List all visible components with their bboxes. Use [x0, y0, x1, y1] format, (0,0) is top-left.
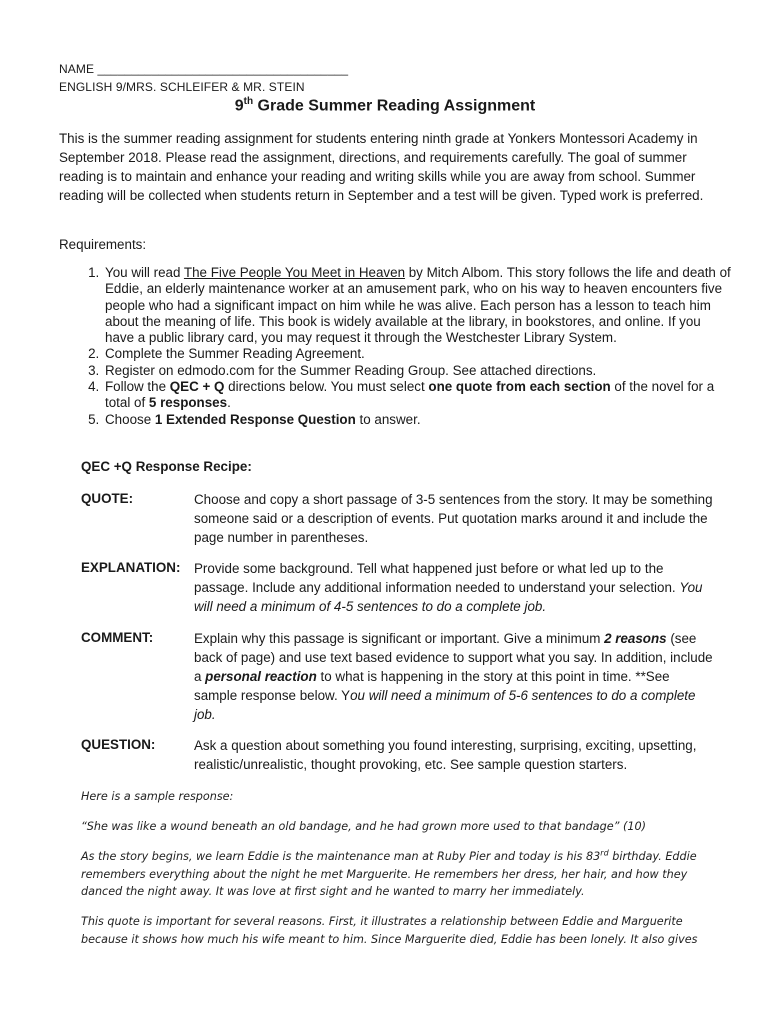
comment-bold-reaction: personal reaction [205, 669, 317, 684]
page-title [0, 96, 770, 115]
requirements-list [81, 265, 733, 428]
question-definition: Ask a question about something you found interesting, surprising, exciting, upsetting, realistic/unrealistic, thought provoking, etc. See sample question starters. [194, 738, 697, 772]
sample-paragraph-2: This quote is important for several reasons. First, it illustrates a relationship between Eddie and Marguerite because it shows how much his wife meant to him. Since Marguerite died, Eddie has been lonely. It also gives [81, 915, 698, 946]
sample-paragraph-1 [81, 848, 706, 901]
requirement-item: 3. Register on edmodo.com for the Summer Reading Group. See attached directions. [103, 363, 733, 379]
title-text: Grade Summer Reading Assignment [253, 97, 536, 115]
requirement-item [103, 265, 733, 346]
req4-bold-quote: one quote from each section [428, 379, 611, 395]
sample-para1-sup: rd [600, 848, 609, 858]
req4-bold-responses: 5 responses [148, 395, 228, 411]
book-title: The Five People You Meet in Heaven [183, 265, 406, 280]
req5-bold: 1 Extended Response Question [154, 411, 356, 427]
requirement-item [103, 412, 733, 428]
class-line: ENGLISH 9/MRS. SCHLEIFER & MR. STEIN [59, 80, 305, 94]
title-superscript: th [243, 96, 254, 107]
req4-text-mid2: of the novel for a total of [105, 379, 715, 411]
req4-text-end: . [227, 395, 231, 411]
sample-quote: “She was like a wound beneath an old bandage, and he had grown more used to that bandage” (10) [81, 820, 646, 833]
requirement-item: 2. Complete the Summer Reading Agreement. [103, 346, 733, 362]
question-term: QUESTION: [81, 737, 156, 752]
comment-text: Explain why this passage is significant or important. Give a minimum [194, 631, 605, 646]
sample-para1-text-end: birthday. Eddie remembers everything about the night he met Marguerite. He remembers her dress, her hair, and how they danced the night away. It was love at first sight and he wanted to marry her immediately. [81, 850, 697, 898]
requirements-label: Requirements: [59, 237, 147, 252]
quote-term: QUOTE: [81, 491, 134, 506]
req4-text-mid: directions below. You must select [224, 379, 429, 395]
sample-label: Here is a sample response: [81, 790, 234, 803]
req4-bold-qecq: QEC + Q [169, 379, 225, 395]
requirement-item [103, 379, 733, 412]
comment-italic: ou will need a minimum of 5-6 sentences to do a complete job. [194, 688, 696, 722]
req1-text-continued: by Mitch Albom. This story follows the life and death of Eddie, an elderly maintenance worker at an amusement park, who on his way to heaven encounters five people who had a significant impact on him while he was alive. Each person has a lesson to teach him about the meaning of life. This book is widely available at the library, in bookstores, and online. If you have a public library card, you may request it through the Westchester Library System. [105, 265, 731, 346]
sample-para1-text: As the story begins, we learn Eddie is the maintenance man at Ruby Pier and today is his 83 [81, 850, 601, 863]
explanation-text: Provide some background. Tell what happened just before or what led up to the passage. Include any additional information needed to understand your selection. [194, 561, 676, 595]
recipe-title: QEC +Q Response Recipe: [81, 459, 252, 474]
comment-bold-reasons: 2 reasons [604, 631, 667, 646]
title-grade: 9 [234, 97, 244, 115]
intro-paragraph: This is the summer reading assignment for students entering ninth grade at Yonkers Montessori Academy in September 2018. Please read the assignment, directions, and requirements carefully. The goal of summer reading is to maintain and enhance your reading and writing skills while you are away from school. Summer reading will be collected when students return in September and a test will be given. Typed work is preferred. [59, 131, 704, 203]
req5-text: Choose [105, 411, 155, 427]
explanation-term: EXPLANATION: [81, 560, 181, 575]
name-line: NAME _____________________________________ [59, 62, 349, 76]
comment-text-2: (see back of page) and use text based evidence to support what you say. In addition, include a [194, 631, 713, 684]
comment-text-3: to what is happening in the story at this point in time. **See sample response below. Y [194, 669, 670, 703]
req5-text-end: to answer. [355, 411, 421, 427]
req1-text: You will read [105, 265, 184, 280]
comment-definition [194, 629, 714, 724]
explanation-definition [194, 559, 714, 616]
comment-term: COMMENT: [81, 630, 154, 645]
explanation-italic: You will need a minimum of 4-5 sentences to do a complete job. [194, 580, 703, 614]
req4-text: Follow the [105, 379, 170, 395]
quote-definition: Choose and copy a short passage of 3-5 sentences from the story. It may be something someone said or a description of events. Put quotation marks around it and include the page number in parentheses. [194, 492, 713, 545]
